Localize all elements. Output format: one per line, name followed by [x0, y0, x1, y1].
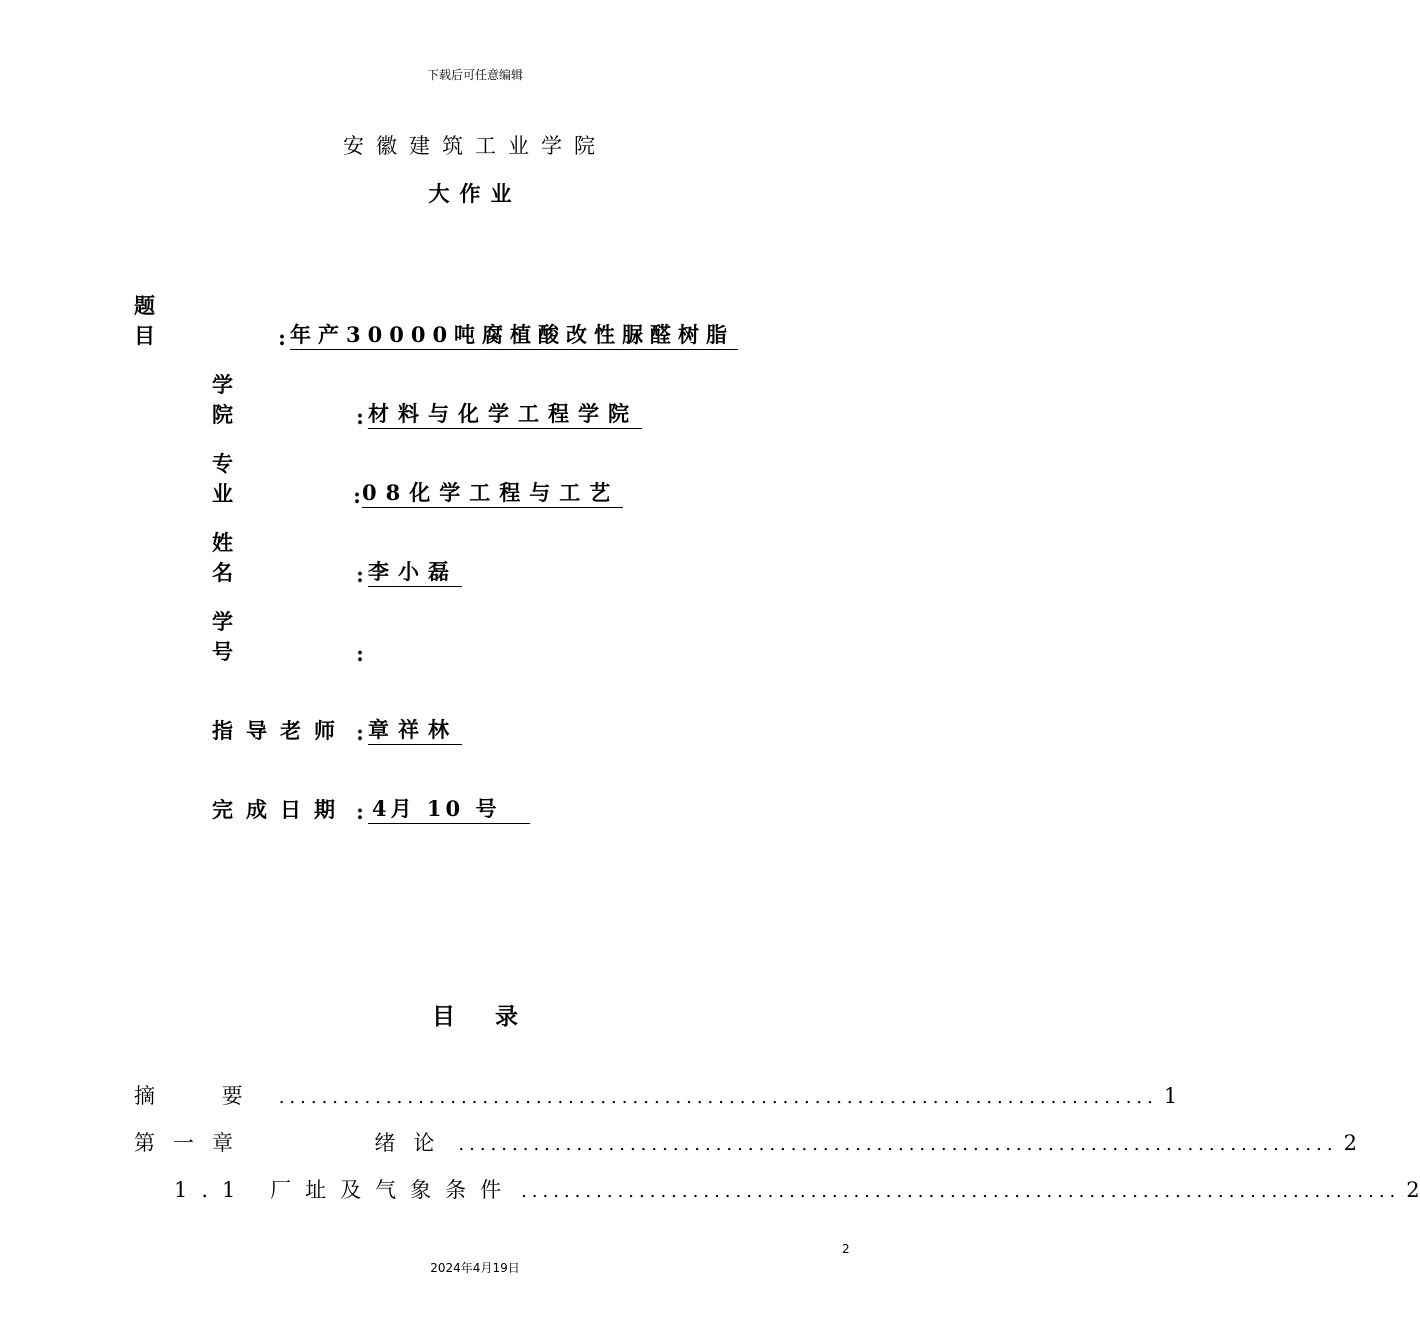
- field-label-text: 专业: [212, 451, 328, 506]
- field-value-completion-date: 4月 10 号: [368, 793, 530, 824]
- field-colon: :: [356, 720, 364, 745]
- field-value-title: 年产30000吨腐植酸改性脲醛树脂: [290, 319, 738, 350]
- field-label: [134, 290, 274, 350]
- page-number: 2: [842, 1242, 850, 1256]
- field-college: [212, 372, 642, 429]
- field-label: [212, 369, 352, 429]
- field-value-name: 李小磊: [368, 556, 462, 587]
- field-label: [212, 448, 352, 508]
- field-value-major: 08化学工程与工艺: [362, 477, 623, 508]
- field-value-advisor: 章祥林: [368, 714, 462, 745]
- toc-entry-page: 1: [1163, 1084, 1178, 1108]
- field-label: [212, 527, 352, 587]
- field-label: [212, 715, 352, 745]
- toc-title: 目录: [432, 1003, 558, 1030]
- field-name: [212, 530, 462, 587]
- toc-entry-page: 2: [1343, 1131, 1357, 1155]
- field-label-text: 学号: [212, 609, 328, 664]
- field-student-id: [212, 609, 368, 666]
- field-label-text: 题目: [134, 293, 270, 348]
- field-colon: :: [356, 404, 364, 429]
- toc-entry-chapter-1[interactable]: [134, 1127, 1357, 1157]
- field-value-college: 材料与化学工程学院: [368, 398, 642, 429]
- field-label-text: 指导老师: [212, 718, 348, 743]
- field-label-text: 学院: [212, 372, 328, 427]
- field-colon: :: [278, 325, 286, 350]
- field-label: [212, 794, 352, 824]
- field-completion-date: [212, 792, 530, 824]
- field-colon: :: [356, 562, 364, 587]
- field-label-text: 姓名: [212, 530, 328, 585]
- header-note: 下载后可任意编辑: [426, 68, 523, 82]
- field-colon: :: [356, 799, 364, 824]
- footer-date: 2024年4月19日: [430, 1261, 520, 1275]
- field-advisor: [212, 713, 462, 745]
- field-label-text: 完成日期: [212, 797, 348, 822]
- toc-entry-label: 摘 要: [134, 1084, 273, 1108]
- field-label: [212, 606, 352, 666]
- toc-entry-label: 1.1 厂址及气象条件: [174, 1178, 516, 1202]
- toc-leader-dots: ..................................................................................: [521, 1181, 1401, 1202]
- toc-entry-page: 2: [1406, 1178, 1420, 1202]
- toc-entry-section-1-1[interactable]: [174, 1174, 1420, 1204]
- school-name: 安徽建筑工业学院: [343, 134, 607, 158]
- field-colon: :: [356, 641, 364, 666]
- toc-leader-dots: ..................................................................................: [458, 1134, 1338, 1155]
- toc-entry-label: 第一章 绪论: [134, 1131, 453, 1155]
- toc-entry-abstract[interactable]: [134, 1080, 1178, 1110]
- field-title: [134, 293, 738, 350]
- document-title: 大作业: [428, 181, 522, 206]
- field-major: [212, 451, 623, 508]
- field-colon: :: [353, 483, 361, 508]
- toc-leader-dots: ..................................................................................: [278, 1087, 1158, 1108]
